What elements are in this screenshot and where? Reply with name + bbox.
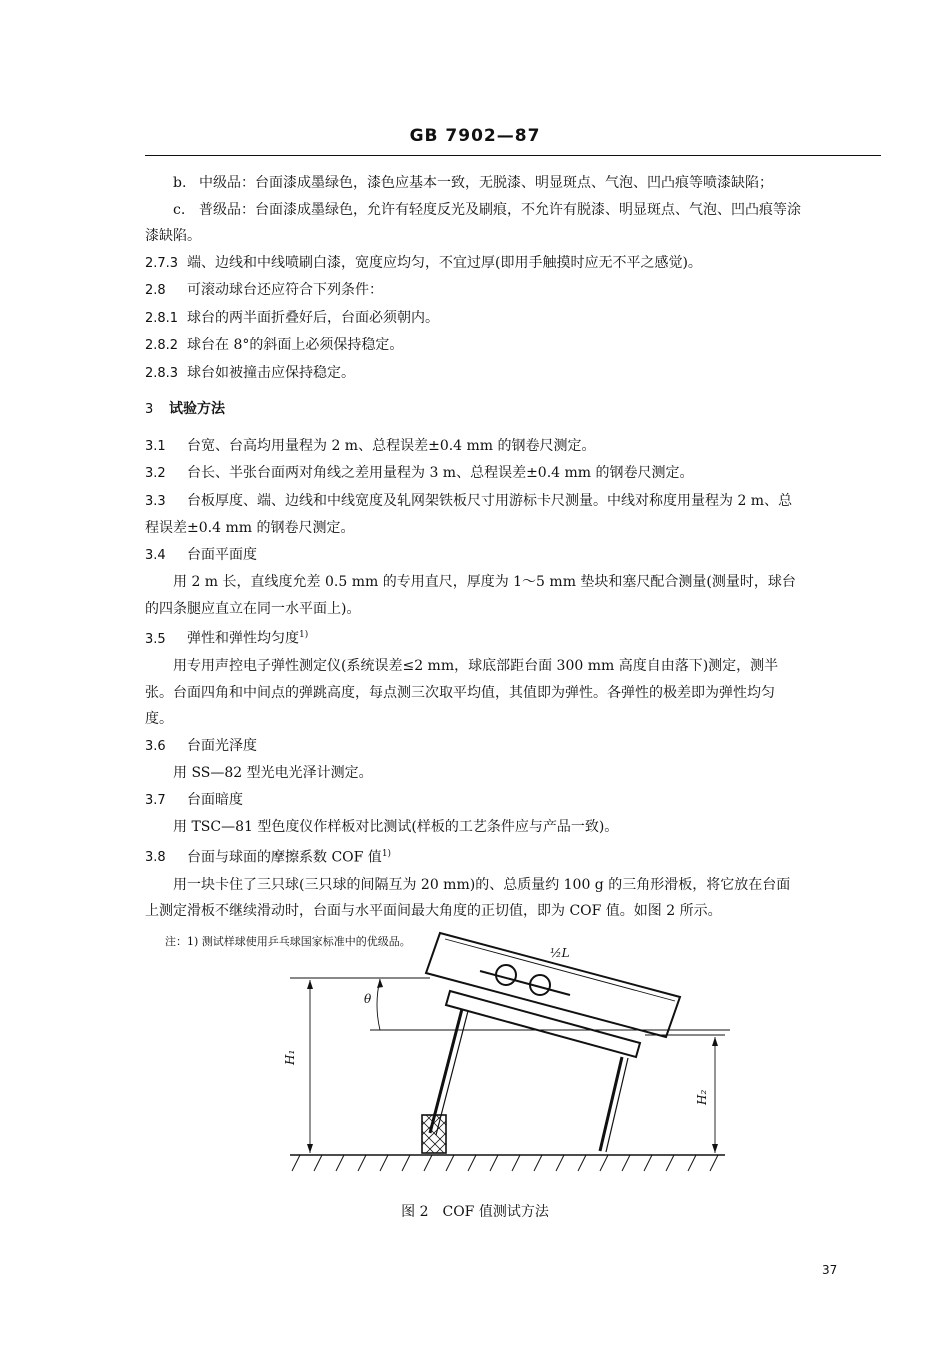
table-top xyxy=(446,991,640,1057)
clause-3-1: 3.1 台宽、台高均用量程为 2 m、总程误差±0.4 mm 的钢卷尺测定。 xyxy=(145,437,596,454)
table-leg xyxy=(600,1057,622,1151)
page-number: 37 xyxy=(822,1263,838,1277)
label-half-l: ½L xyxy=(550,946,570,960)
clause-3-5-heading: 3.5 弹性和弹性均匀度$^{1)}$ xyxy=(145,630,309,647)
footnote: 注：1) 测试样球使用乒乓球国家标准中的优级品。 xyxy=(165,934,411,948)
clause-3-3-cont: 程误差±0.4 mm 的钢卷尺测定。 xyxy=(145,520,355,536)
clause-3-6-body: 用 SS—82 型光电光泽计测定。 xyxy=(173,765,373,782)
section-3-heading: 3 试验方法 xyxy=(145,401,225,417)
ground-hatching xyxy=(292,1155,718,1171)
clause-2-8-2: 2.8.2 球台在 8°的斜面上必须保持稳定。 xyxy=(145,337,404,353)
clause-2-8-3: 2.8.3 球台如被撞击应保持稳定。 xyxy=(145,364,355,381)
clause-3-8-heading: 3.8 台面与球面的摩擦系数 COF 值$^{1)}$ xyxy=(145,848,392,866)
clause-3-4-heading: 3.4 台面平面度 xyxy=(145,546,257,563)
clause-3-3: 3.3 台板厚度、端、边线和中线宽度及轧网架铁板尺寸用游标卡尺测量。中线对称度用量程为 2 m、总 xyxy=(145,492,793,509)
cof-test-figure xyxy=(280,925,730,1185)
item-c: c. 普级品：台面漆成墨绿色，允许有轻度反光及刷痕，不允许有脱漆、明显斑点、气泡、凹凸痕等涂 xyxy=(173,201,801,218)
header-rule xyxy=(145,155,881,156)
clause-3-4-body-cont: 的四条腿应直立在同一水平面上)。 xyxy=(145,600,361,617)
clause-2-7-3: 2.7.3 端、边线和中线喷刷白漆，宽度应均匀，不宜过厚(即用手触摸时应无不平之感觉)。 xyxy=(145,254,702,271)
label-h1: H₁ xyxy=(283,1049,297,1065)
clause-3-7-heading: 3.7 台面暗度 xyxy=(145,791,243,808)
standard-header: GB 7902—87 xyxy=(409,126,541,146)
clause-2-8: 2.8 可滚动球台还应符合下列条件： xyxy=(145,282,383,298)
clause-3-6-heading: 3.6 台面光泽度 xyxy=(145,737,257,754)
clause-3-5-body-cont: 张。台面四角和中间点的弹跳高度，每点测三次取平均值，其值即为弹性。各弹性的极差即为弹性均匀 xyxy=(145,684,775,701)
label-h2: H₂ xyxy=(695,1089,709,1105)
figure-caption: 图 2 COF 值测试方法 xyxy=(401,1204,549,1220)
clause-3-5-body: 用专用声控电子弹性测定仪(系统误差≤2 mm，球底部距台面 300 mm 高度自由落下)测定，测半 xyxy=(173,658,779,675)
footnote-ref: 1) xyxy=(381,848,392,859)
footnote-ref: 1) xyxy=(299,630,309,640)
ball xyxy=(496,965,516,985)
body-text xyxy=(145,170,881,955)
clause-3-7-body: 用 TSC—81 型色度仪作样板对比测试(样板的工艺条件应与产品一致)。 xyxy=(173,819,619,836)
clause-3-5-body-end: 度。 xyxy=(145,711,173,728)
clause-3-4-body: 用 2 m 长，直线度允差 0.5 mm 的专用直尺，厚度为 1～5 mm 垫块和塞尺配合测量(测量时，球台 xyxy=(173,574,796,590)
clause-3-8-body-cont: 上测定滑板不继续滑动时，台面与水平面间最大角度的正切值，即为 COF 值。如图 2 所示。 xyxy=(145,903,722,920)
clause-3-2: 3.2 台长、半张台面两对角线之差用量程为 3 m、总程误差±0.4 mm 的钢卷尺测定。 xyxy=(145,465,694,481)
item-c-cont: 漆缺陷。 xyxy=(145,228,201,244)
clause-3-8-body: 用一块卡住了三只球(三只球的间隔互为 20 mm)的、总质量约 100 g 的三角形滑板，将它放在台面 xyxy=(173,876,791,893)
item-b: b. 中级品：台面漆成墨绿色，漆色应基本一致，无脱漆、明显斑点、气泡、凹凸痕等喷漆缺陷； xyxy=(173,175,773,191)
clause-2-8-1: 2.8.1 球台的两半面折叠好后，台面必须朝内。 xyxy=(145,309,439,326)
label-theta: θ xyxy=(364,992,372,1006)
